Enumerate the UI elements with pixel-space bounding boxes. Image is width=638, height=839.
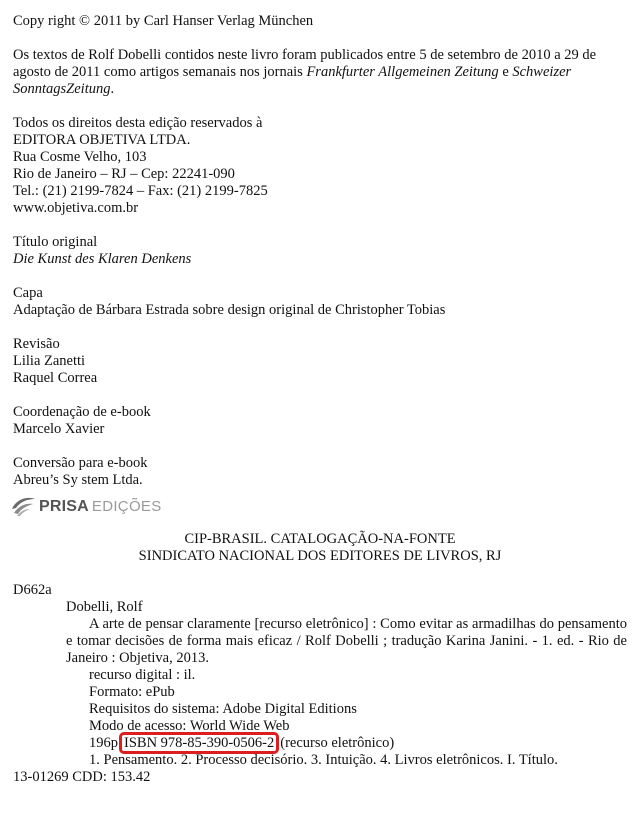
record-description — [13, 616, 627, 667]
publisher-website: www.objetiva.com.br — [13, 200, 139, 216]
copyright-line: Copy right © 2011 by Carl Hanser Verlag München — [13, 13, 314, 29]
cip-line-1: CIP-BRASIL. CATALOGAÇÃO-NA-FONTE — [184, 531, 456, 547]
publisher-phone: Tel.: (21) 2199-7824 – Fax: (21) 2199-7825 — [13, 183, 268, 199]
record-pages: 196p — [89, 735, 118, 751]
publication-note-period: . — [110, 81, 115, 97]
record-cdd: 13-01269 CDD: 153.42 — [13, 769, 151, 785]
prisa-swoosh-icon — [10, 495, 36, 517]
isbn-highlight: ISBN 978-85-390-0506-2 — [119, 732, 279, 754]
cover-value: Adaptação de Bárbara Estrada sobre design original de Christopher Tobias — [13, 302, 446, 318]
rights-line: Todos os direitos desta edição reservados à — [13, 115, 263, 131]
prisa-logo — [10, 493, 627, 519]
logo-brand: PRISA — [39, 497, 89, 515]
cip-header — [13, 531, 627, 565]
publication-note-connector: e — [498, 64, 513, 80]
journal-schweizer: Schweizer SonntagsZeitung — [13, 64, 572, 97]
ebook-coordination-block — [13, 404, 627, 438]
cover-label: Capa — [13, 285, 43, 301]
copyright-block — [13, 13, 627, 30]
original-title-block — [13, 234, 627, 268]
record-resource: recurso digital : il. — [89, 667, 196, 683]
original-title-value: Die Kunst des Klaren Denkens — [13, 251, 192, 267]
revision-block — [13, 336, 627, 387]
ebook-conversion-label: Conversão para e-book — [13, 455, 148, 471]
original-title-label: Título original — [13, 234, 98, 250]
record-author: Dobelli, Rolf — [66, 599, 143, 615]
record-code: D662a — [13, 582, 52, 598]
ebook-conversion-value: Abreu’s Sy stem Ltda. — [13, 472, 143, 488]
publisher-city: Rio de Janeiro – RJ – Cep: 22241-090 — [13, 166, 235, 182]
record-pages-isbn — [13, 735, 627, 752]
revision-name: Raquel Correa — [13, 370, 98, 386]
record-subjects: 1. Pensamento. 2. Processo decisório. 3. Intuição. 4. Livros eletrônicos. I. Título. — [89, 752, 558, 768]
cip-line-2: SINDICATO NACIONAL DOS EDITORES DE LIVROS, RJ — [138, 548, 502, 564]
ebook-conversion-block — [13, 455, 627, 489]
catalog-record — [13, 582, 627, 786]
copyright-page — [13, 13, 627, 786]
cover-block — [13, 285, 627, 319]
logo-suffix: EDIÇÕES — [91, 497, 162, 515]
record-access: Modo de acesso: World Wide Web — [89, 718, 290, 734]
ebook-coordination-label: Coordenação de e-book — [13, 404, 151, 420]
journal-frankfurter: Frankfurter Allgemeinen Zeitung — [306, 64, 499, 80]
publisher-name: EDITORA OBJETIVA LTDA. — [13, 132, 191, 148]
publication-note — [13, 47, 625, 98]
revision-label: Revisão — [13, 336, 60, 352]
record-format: Formato: ePub — [89, 684, 175, 700]
record-description-text: A arte de pensar claramente [recurso eletrônico] : Como evitar as armadilhas do pensamento e tomar decisões de forma mais eficaz / Rolf Dobelli ; tradução Karina Janini. - 1. ed. - Rio de Janeiro : Objetiva, 2013. — [66, 616, 627, 666]
publication-note-text: Os textos de Rolf Dobelli contidos neste livro foram publicados entre 5 de setembro de 2010 a 29 de agosto de 2011 como artigos semanais nos jornais — [13, 47, 597, 80]
revision-name: Lilia Zanetti — [13, 353, 86, 369]
publisher-street: Rua Cosme Velho, 103 — [13, 149, 147, 165]
ebook-coordination-value: Marcelo Xavier — [13, 421, 105, 437]
record-isbn-suffix: (recurso eletrônico) — [280, 735, 395, 751]
rights-block — [13, 115, 627, 217]
record-requirements: Requisitos do sistema: Adobe Digital Editions — [89, 701, 357, 717]
